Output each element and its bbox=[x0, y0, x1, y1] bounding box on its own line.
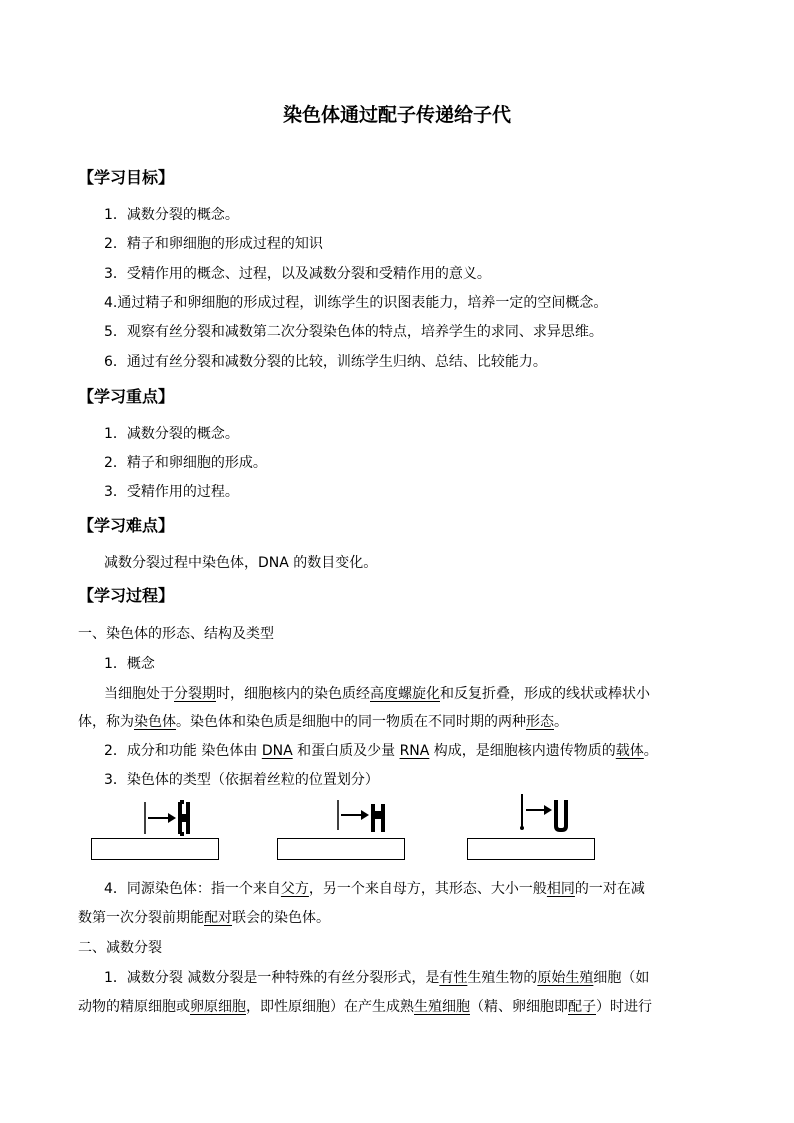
text-run: 。 bbox=[643, 743, 658, 759]
text-run: 2．成分和功能 染色体由 bbox=[104, 743, 262, 759]
key-points-heading: 【学习重点】 bbox=[78, 387, 175, 406]
metacentric-chromosome-figure bbox=[140, 798, 200, 836]
text-run: ）时进行 bbox=[596, 999, 652, 1015]
text-run: 。 bbox=[554, 714, 568, 730]
page-title: 染色体通过配子传递给子代 bbox=[282, 104, 511, 126]
submetacentric-chromosome-figure bbox=[333, 798, 393, 836]
process-heading: 【学习过程】 bbox=[78, 586, 175, 605]
fill-blank-answer: 生殖细胞 bbox=[414, 999, 470, 1015]
text-run: 动物的精原细胞或 bbox=[78, 999, 190, 1015]
fill-blank-answer: RNA bbox=[399, 743, 430, 759]
text-run: 联会的染色体。 bbox=[232, 910, 330, 926]
text-run: 的一对在减 bbox=[574, 881, 645, 897]
meiosis-paragraph-line bbox=[78, 997, 652, 1017]
chromosome-type-answer-box[interactable] bbox=[277, 838, 405, 860]
fill-blank-answer: 父方 bbox=[280, 881, 309, 897]
goal-item: 4.通过精子和卵细胞的形成过程，训练学生的识图表能力，培养一定的空间概念。 bbox=[104, 295, 608, 311]
fill-blank-answer: 相同 bbox=[546, 881, 575, 897]
text-run: （精、卵细胞即 bbox=[470, 999, 568, 1015]
fill-blank-answer: 载体 bbox=[615, 743, 644, 759]
goal-item: 3．受精作用的概念、过程，以及减数分裂和受精作用的意义。 bbox=[104, 266, 491, 282]
chromosome-type-answer-box[interactable] bbox=[91, 838, 219, 860]
concept-label: 1．概念 bbox=[104, 656, 155, 672]
goal-item: 6．通过有丝分裂和减数分裂的比较，训练学生归纳、总结、比较能力。 bbox=[104, 354, 547, 370]
section1-title: 一、染色体的形态、结构及类型 bbox=[78, 626, 274, 642]
text-run: 时，细胞核内的染色质经 bbox=[216, 686, 370, 702]
text-run: 数第一次分裂前期能 bbox=[78, 910, 204, 926]
fill-blank-answer: DNA bbox=[261, 743, 293, 759]
fill-blank-answer: 配对 bbox=[204, 910, 232, 926]
chromosome-type-answer-box[interactable] bbox=[467, 838, 595, 860]
composition-line bbox=[104, 741, 658, 761]
text-run: 生殖生物的 bbox=[467, 970, 538, 986]
text-run: 细胞（如 bbox=[593, 970, 650, 986]
fill-blank-answer: 卵原细胞 bbox=[190, 999, 246, 1015]
concept-paragraph-line bbox=[104, 684, 650, 704]
text-run: ，即性原细胞）在产生成熟 bbox=[246, 999, 414, 1015]
goal-item: 1．减数分裂的概念。 bbox=[104, 207, 239, 223]
text-run: 1．减数分裂 减数分裂是一种特殊的有丝分裂形式，是 bbox=[104, 970, 440, 986]
text-run: 体，称为 bbox=[78, 714, 134, 730]
text-run: 4．同源染色体：指一个来自 bbox=[104, 881, 281, 897]
homologous-paragraph-line bbox=[104, 879, 645, 899]
goal-item: 5．观察有丝分裂和减数第二次分裂染色体的特点，培养学生的求同、求异思维。 bbox=[104, 324, 603, 340]
fill-blank-answer: 有性 bbox=[439, 970, 468, 986]
text-run: 当细胞处于 bbox=[104, 686, 174, 702]
difficulties-text: 减数分裂过程中染色体，DNA 的数目变化。 bbox=[104, 555, 378, 571]
goal-item: 2．精子和卵细胞的形成过程的知识 bbox=[104, 236, 323, 252]
fill-blank-answer: 形态 bbox=[526, 714, 554, 730]
text-run: 构成，是细胞核内遗传物质的 bbox=[429, 743, 616, 759]
fill-blank-answer: 原始生殖 bbox=[537, 970, 594, 986]
fill-blank-answer: 高度螺旋化 bbox=[370, 686, 440, 702]
meiosis-paragraph-line bbox=[104, 968, 649, 988]
text-run: ，另一个来自母方，其形态、大小一般 bbox=[308, 881, 547, 897]
homologous-paragraph-line bbox=[78, 908, 330, 928]
text-run: 。染色体和染色质是细胞中的同一物质在不同时期的两种 bbox=[176, 714, 526, 730]
key-point-item: 2．精子和卵细胞的形成。 bbox=[104, 455, 267, 471]
key-point-item: 3．受精作用的过程。 bbox=[104, 484, 239, 500]
fill-blank-answer: 分裂期 bbox=[174, 686, 216, 702]
text-run: 和蛋白质及少量 bbox=[292, 743, 400, 759]
fill-blank-answer: 配子 bbox=[568, 999, 596, 1015]
key-point-item: 1．减数分裂的概念。 bbox=[104, 426, 239, 442]
section2-title: 二、减数分裂 bbox=[78, 940, 162, 956]
text-run: 和反复折叠，形成的线状或棒状小 bbox=[440, 686, 650, 702]
types-label: 3．染色体的类型（依据着丝粒的位置划分） bbox=[104, 772, 379, 788]
fill-blank-answer: 染色体 bbox=[134, 714, 176, 730]
concept-paragraph-line bbox=[78, 712, 568, 732]
telocentric-chromosome-figure bbox=[518, 792, 578, 834]
difficulties-heading: 【学习难点】 bbox=[78, 516, 175, 535]
goals-heading: 【学习目标】 bbox=[78, 168, 175, 187]
